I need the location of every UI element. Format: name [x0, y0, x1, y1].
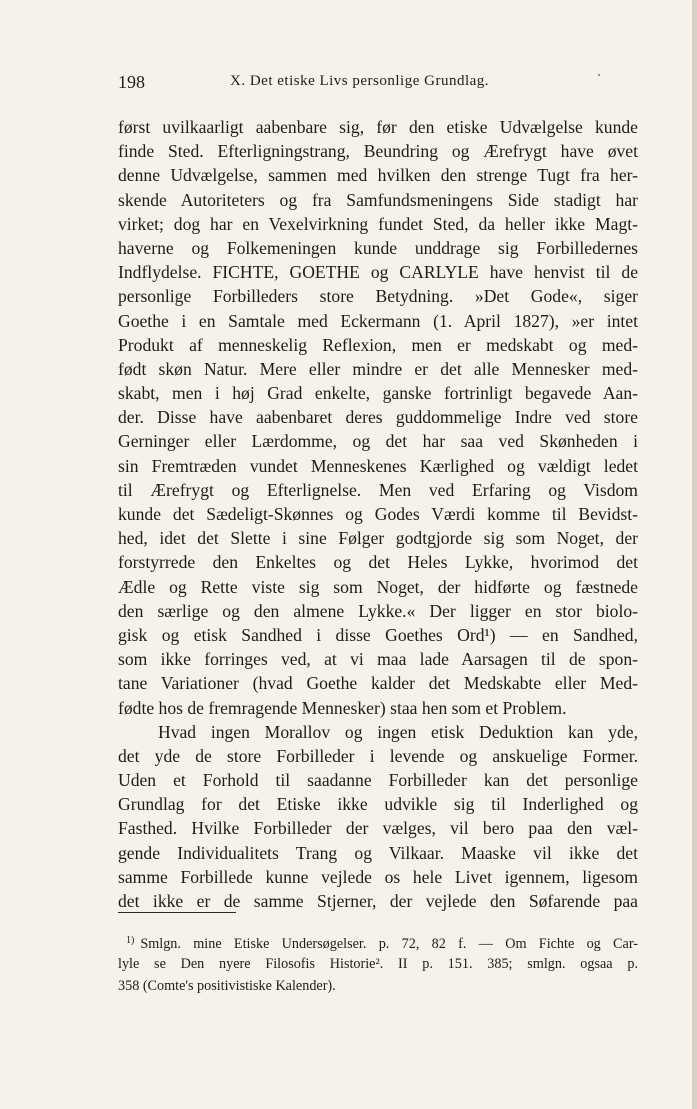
body-text	[118, 115, 638, 913]
text-line: skende Autoriteters og fra Samfundsmeningens Side stadigt har	[118, 189, 638, 210]
text-line: Produkt af menneskelig Reflexion, men er medskabt og med-	[118, 334, 638, 355]
footnote-rule	[118, 912, 236, 913]
text-line: Goethe i en Samtale med Eckermann (1. April 1827), »er intet	[118, 310, 638, 331]
text-line: hed, idet det Slette i sine Følger godtgjorde sig som Noget, der	[118, 528, 638, 549]
text-line: Indflydelse. FICHTE, GOETHE og CARLYLE have henvist til de	[118, 262, 638, 283]
text-line: skabt, men i høj Grad enkelte, ganske fortrinligt begavede Aan-	[118, 383, 638, 404]
text-line: sin Fremtræden vundet Menneskenes Kærlighed og vældigt ledet	[118, 455, 638, 476]
footnote-line-3: 358 (Comte's positivistiske Kalender).	[118, 978, 336, 994]
running-title: X. Det etiske Livs personlige Grundlag.	[230, 73, 490, 89]
footnote-line-2: lyle se Den nyere Filosofis Historie². II p. 151. 385; smlgn. ogsaa p.	[118, 955, 638, 972]
page-edge	[692, 0, 697, 1109]
text-line: Gerninger eller Lærdomme, og det har saa ved Skønheden i	[118, 431, 638, 452]
text-line: Uden et Forhold til saadanne Forbilleder kan det personlige	[118, 770, 638, 791]
text-line: som ikke forringes ved, at vi maa lade Aarsagen til de spon-	[118, 649, 638, 670]
text-line: først uvilkaarligt aabenbare sig, før den etiske Udvælgelse kunde	[118, 117, 638, 137]
text-line: det ikke er de samme Stjerner, der vejlede den Søfarende paa	[118, 891, 638, 911]
text-line: kunde det Sædeligt-Skønnes og Godes Værdi komme til Bevidst-	[118, 504, 638, 524]
text-line: samme Forbillede kunne vejlede os hele Livet igennem, ligesom	[118, 866, 638, 887]
text-line: født skøn Natur. Mere eller mindre er det alle Mennesker med-	[118, 358, 638, 379]
page-number: 198	[118, 72, 145, 92]
text-line: Hvad ingen Morallov og ingen etisk Deduktion kan yde,	[158, 721, 638, 742]
text-line: Grundlag for det Etiske ikke udvikle sig til Inderlighed og	[118, 794, 638, 815]
text-line: Fasthed. Hvilke Forbilleder der vælges, vil bero paa den væl-	[118, 818, 638, 839]
page-header	[118, 72, 638, 98]
text-line: haverne og Folkemeningen kunde unddrage sig Forbilledernes	[118, 237, 638, 258]
footnote-line-1: $^{1)}$ Smlgn. mine Etiske Undersøgelser. p. 72, 82 f. — Om Fichte og Car-	[126, 935, 638, 952]
text-line: denne Udvælgelse, sammen med hvilken den strenge Tugt fra her-	[118, 165, 638, 186]
text-line: det yde de store Forbilleder i levende og anskuelige Former.	[118, 745, 638, 766]
text-line: virket; dog har en Vexelvirkning fundet Sted, da heller ikke Magt-	[118, 213, 638, 234]
text-line: forstyrrede den Enkeltes og det Heles Lykke, hvorimod det	[118, 552, 638, 573]
text-line: fødte hos de fremragende Mennesker) staa hen som et Problem.	[118, 697, 567, 718]
text-line: personlige Forbilleders store Betydning. »Det Gode«, siger	[118, 286, 638, 307]
text-line: Ædle og Rette viste sig som Noget, der hidførte og fæstnede	[118, 576, 638, 597]
text-line: den særlige og den almene Lykke.« Der ligger en stor biolo-	[118, 600, 638, 621]
footnote-marker: 1)	[126, 935, 135, 946]
text-line: tane Variationer (hvad Goethe kalder det Medskabte eller Med-	[118, 673, 638, 694]
text-line: der. Disse have aabenbaret deres guddommelige Indre ved store	[118, 407, 638, 428]
text-line: gisk og etisk Sandhed i disse Goethes Ord¹) — en Sandhed,	[118, 624, 638, 645]
text-line: gende Individualitets Trang og Vilkaar. Maaske vil ikke det	[118, 842, 638, 863]
footnote	[118, 930, 638, 998]
text-line: til Ærefrygt og Efterlignelse. Men ved Erfaring og Visdom	[118, 479, 638, 500]
text-line: finde Sted. Efterligningstrang, Beundring og Ærefrygt have øvet	[118, 141, 638, 162]
